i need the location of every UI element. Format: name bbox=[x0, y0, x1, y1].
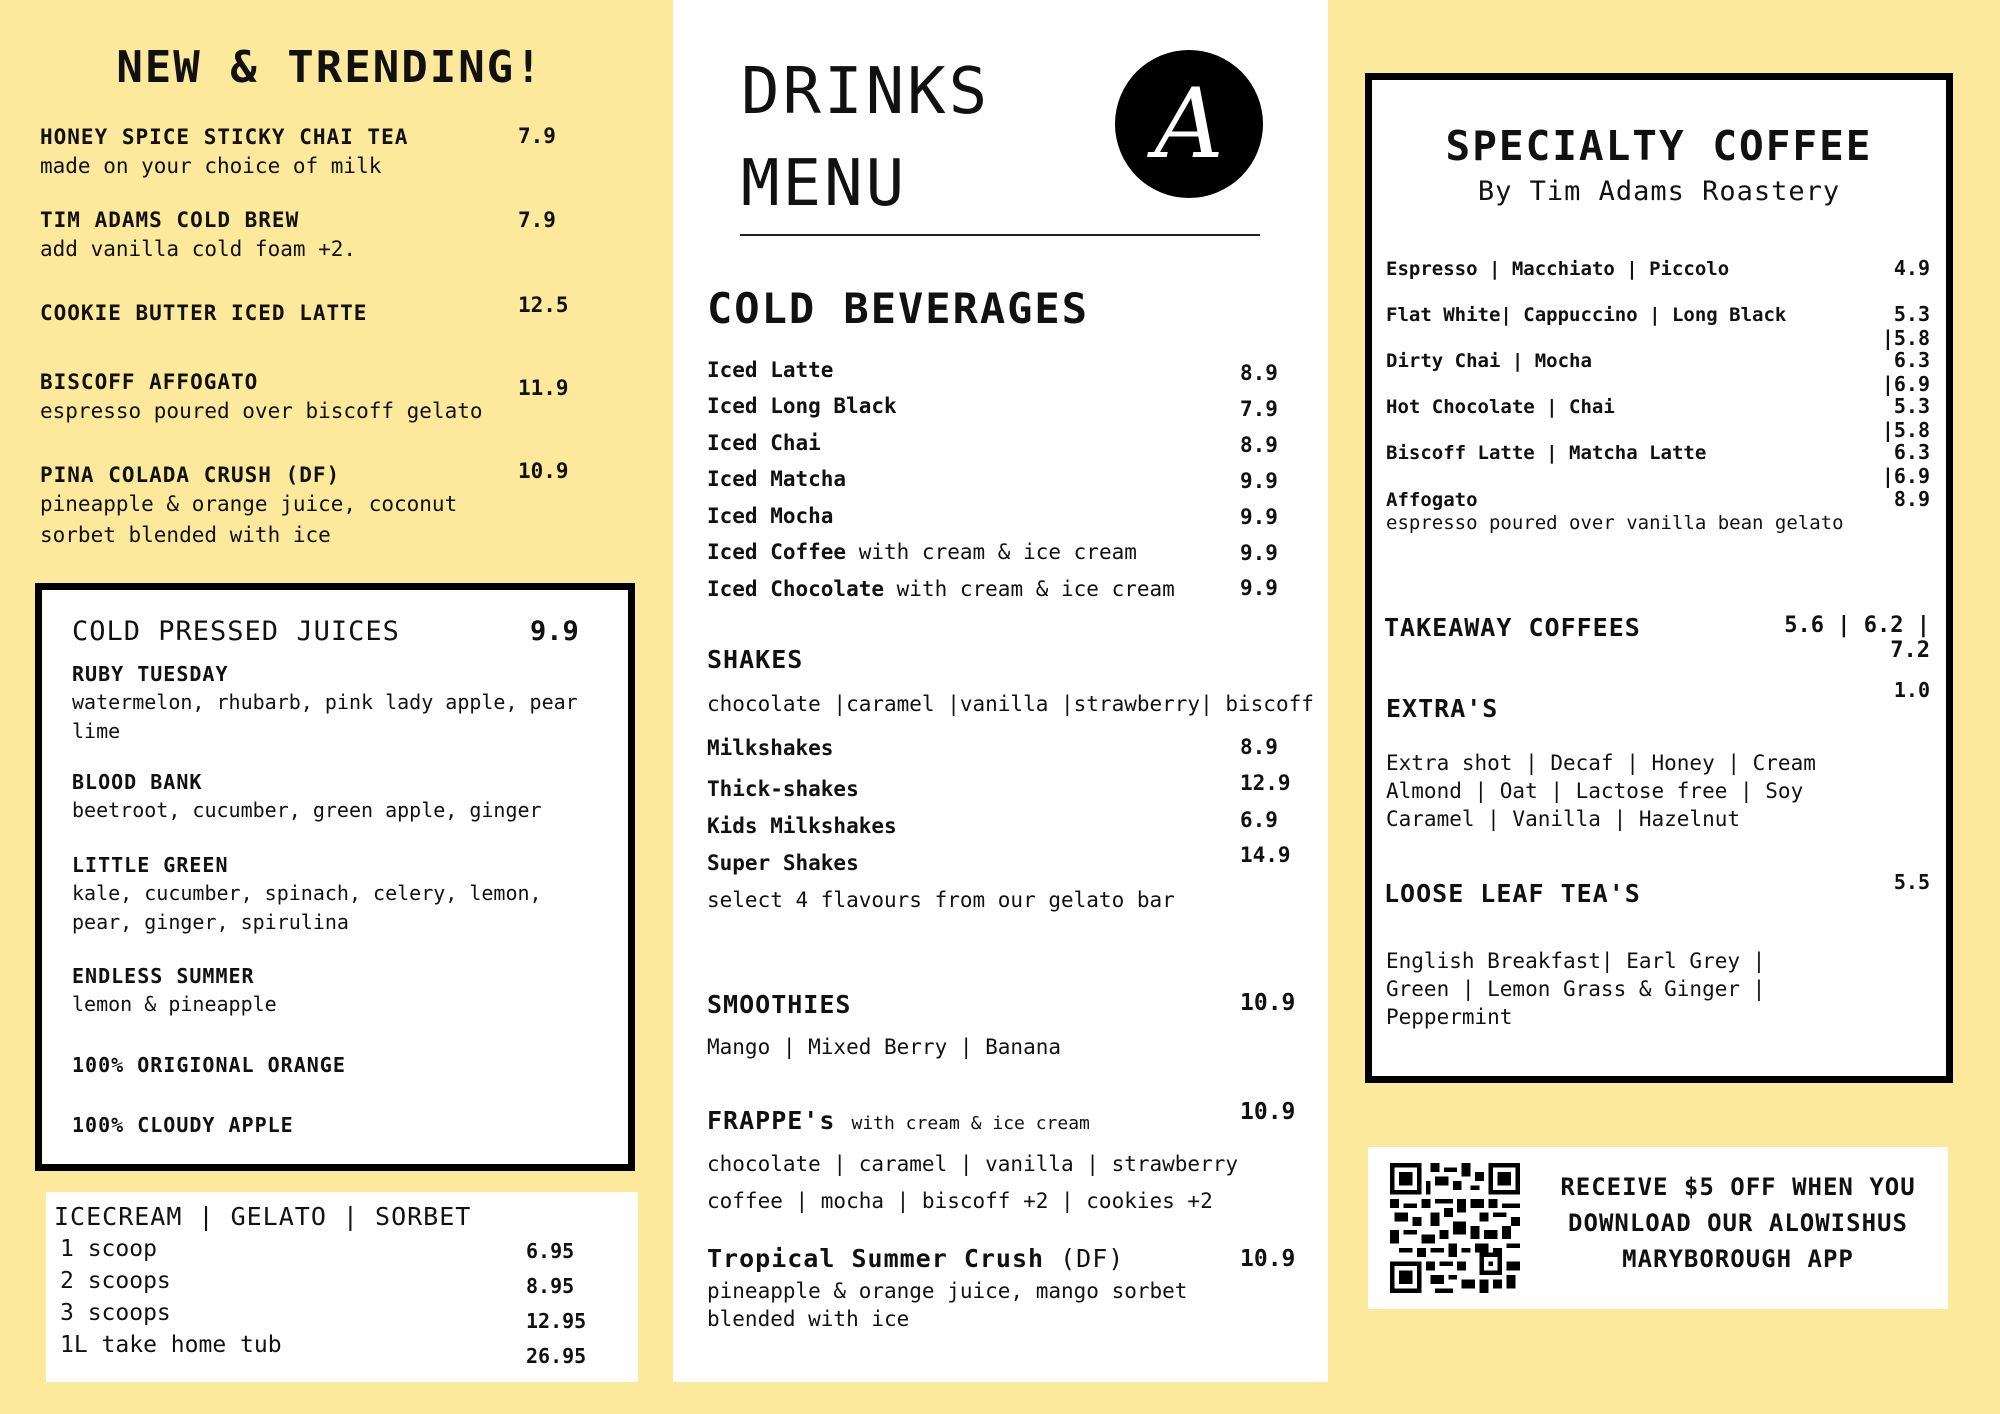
shake-row bbox=[707, 851, 1297, 875]
specialty-title: SPECIALTY COFFEE bbox=[1445, 122, 1873, 170]
app-promo-banner bbox=[1368, 1147, 1948, 1309]
juice-name: LITTLE GREEN bbox=[72, 853, 229, 877]
cold-row-price: 7.9 bbox=[1240, 397, 1278, 421]
tea-price: 5.5 bbox=[1893, 870, 1930, 894]
juice-name: ENDLESS SUMMER bbox=[72, 964, 255, 988]
trending-item-price: 10.9 bbox=[518, 459, 569, 483]
frappes-price: 10.9 bbox=[1240, 1099, 1296, 1125]
tropical-name: Tropical Summer Crush bbox=[707, 1244, 1045, 1273]
juice-desc: lemon & pineapple bbox=[72, 992, 277, 1016]
smoothies-price: 10.9 bbox=[1240, 990, 1296, 1016]
coffee-row-price: 5.3 |5.8 bbox=[1881, 302, 1930, 350]
coffee-row-price: 6.3 |6.9 bbox=[1881, 440, 1930, 488]
tea-title: LOOSE LEAF TEA'S bbox=[1384, 879, 1641, 908]
shake-row-name: Milkshakes bbox=[707, 736, 834, 760]
tea-line2: Green | Lemon Grass & Ginger | bbox=[1386, 977, 1766, 1001]
coffee-row-price: 6.3 |6.9 bbox=[1881, 348, 1930, 396]
smoothies-title: SMOOTHIES bbox=[707, 990, 852, 1019]
alowishus-logo bbox=[1115, 50, 1263, 198]
cold-row bbox=[707, 504, 1297, 528]
trending-item-name: BISCOFF AFFOGATO bbox=[40, 370, 259, 394]
juice-name: 100% CLOUDY APPLE bbox=[72, 1113, 294, 1137]
icecream-row-price: 12.95 bbox=[526, 1309, 587, 1333]
tea-line3: Peppermint bbox=[1386, 1005, 1513, 1029]
cold-row bbox=[707, 467, 1297, 491]
shake-row-name: Thick-shakes bbox=[707, 777, 859, 801]
affogato-desc: espresso poured over vanilla bean gelato bbox=[1386, 512, 1844, 534]
promo-line2: DOWNLOAD OUR ALOWISHUS bbox=[1568, 1209, 1908, 1237]
promo-line1: RECEIVE $5 OFF WHEN YOU bbox=[1560, 1173, 1916, 1201]
shake-row-price: 14.9 bbox=[1240, 843, 1291, 867]
drinks-title-line1: DRINKS bbox=[741, 55, 991, 129]
coffee-row-name: Hot Chocolate | Chai bbox=[1386, 396, 1615, 418]
juice-name: 100% ORIGIONAL ORANGE bbox=[72, 1053, 346, 1077]
trending-item-price: 12.5 bbox=[518, 293, 569, 317]
juice-desc: watermelon, rhubarb, pink lady apple, pear lime bbox=[72, 690, 578, 743]
extras-title: EXTRA'S bbox=[1386, 694, 1499, 723]
drinks-menu-panel bbox=[673, 0, 1328, 1382]
icecream-row-label: 1L take home tub bbox=[60, 1332, 282, 1358]
coffee-row-name: Dirty Chai | Mocha bbox=[1386, 350, 1592, 372]
shake-row bbox=[707, 736, 1297, 760]
cold-row-price: 9.9 bbox=[1240, 505, 1278, 529]
juice-name: RUBY TUESDAY bbox=[72, 662, 229, 686]
juice-name: BLOOD BANK bbox=[72, 770, 203, 794]
frappes-title bbox=[707, 1106, 1090, 1135]
cold-row-name: Iced Chocolate bbox=[707, 577, 885, 601]
title-divider bbox=[740, 234, 1260, 236]
trending-item-name: HONEY SPICE STICKY CHAI TEA bbox=[40, 125, 409, 149]
coffee-row-name: Espresso | Macchiato | Piccolo bbox=[1386, 258, 1730, 280]
icecream-row-price: 6.95 bbox=[526, 1239, 575, 1263]
trending-item-desc: add vanilla cold foam +2. bbox=[40, 237, 357, 261]
extras-line1: Extra shot | Decaf | Honey | Cream bbox=[1386, 751, 1816, 775]
juices-price: 9.9 bbox=[530, 616, 579, 647]
cold-row bbox=[707, 394, 1297, 418]
trending-item-name: PINA COLADA CRUSH (DF) bbox=[40, 463, 341, 487]
shake-row-price: 6.9 bbox=[1240, 808, 1278, 832]
promo-line3: MARYBOROUGH APP bbox=[1622, 1245, 1854, 1273]
cold-row-name: Iced Long Black bbox=[707, 394, 897, 418]
cold-beverages-title: COLD BEVERAGES bbox=[707, 284, 1090, 333]
trending-item-name: TIM ADAMS COLD BREW bbox=[40, 208, 300, 232]
juice-item bbox=[72, 1053, 612, 1077]
promo-text bbox=[1538, 1169, 1938, 1277]
tropical-title bbox=[707, 1244, 1124, 1273]
cold-row-name: Iced Chai bbox=[707, 431, 821, 455]
logo-letter: A bbox=[1154, 68, 1224, 180]
takeaway-title: TAKEAWAY COFFEES bbox=[1384, 613, 1641, 642]
juice-desc: kale, cucumber, spinach, celery, lemon, pear, ginger, spirulina bbox=[72, 881, 542, 934]
shake-row-name: Kids Milkshakes bbox=[707, 814, 897, 838]
cold-row-name: Iced Mocha bbox=[707, 504, 834, 528]
cold-row-price: 9.9 bbox=[1240, 576, 1278, 600]
shake-row bbox=[707, 814, 1297, 838]
icecream-row-label: 1 scoop bbox=[60, 1236, 157, 1262]
trending-item-desc: made on your choice of milk bbox=[40, 154, 382, 178]
extras-line3: Caramel | Vanilla | Hazelnut bbox=[1386, 807, 1741, 831]
coffee-row-price: 8.9 bbox=[1893, 487, 1930, 511]
qr-code-icon[interactable] bbox=[1390, 1163, 1520, 1293]
coffee-row-price: 5.3 |5.8 bbox=[1881, 394, 1930, 442]
juice-desc: beetroot, cucumber, green apple, ginger bbox=[72, 798, 542, 822]
cold-pressed-juices-panel bbox=[35, 583, 635, 1171]
icecream-row-label: 3 scoops bbox=[60, 1300, 171, 1326]
tropical-desc-line2: blended with ice bbox=[707, 1307, 910, 1331]
cold-row bbox=[707, 577, 1297, 601]
juice-item bbox=[72, 964, 612, 1019]
trending-title: NEW & TRENDING! bbox=[116, 42, 544, 93]
extras-line2: Almond | Oat | Lactose free | Soy bbox=[1386, 779, 1804, 803]
trending-item-desc: espresso poured over biscoff gelato bbox=[40, 399, 483, 423]
juices-title: COLD PRESSED JUICES bbox=[72, 616, 400, 647]
cold-row-name: Iced Latte bbox=[707, 358, 834, 382]
tropical-price: 10.9 bbox=[1240, 1246, 1296, 1272]
extras-price: 1.0 bbox=[1893, 678, 1930, 702]
juice-item bbox=[72, 853, 612, 937]
drinks-title-line2: MENU bbox=[741, 147, 908, 221]
drinks-menu-title bbox=[741, 46, 990, 230]
cold-row-name: Iced Coffee bbox=[707, 540, 847, 564]
shake-row-price: 8.9 bbox=[1240, 735, 1278, 759]
juice-item bbox=[72, 770, 612, 825]
icecream-title: ICECREAM | GELATO | SORBET bbox=[54, 1202, 472, 1231]
frappes-name: FRAPPE's bbox=[707, 1106, 836, 1135]
coffee-row-price: 4.9 bbox=[1893, 256, 1930, 280]
shakes-title: SHAKES bbox=[707, 645, 804, 674]
tropical-desc-line1: pineapple & orange juice, mango sorbet bbox=[707, 1279, 1188, 1303]
trending-item-desc: pineapple & orange juice, coconut sorbet blended with ice bbox=[40, 492, 458, 547]
juice-item bbox=[72, 662, 612, 746]
trending-item-name: COOKIE BUTTER ICED LATTE bbox=[40, 301, 368, 325]
trending-item-price: 7.9 bbox=[518, 208, 556, 232]
frappes-flavours-line2: coffee | mocha | biscoff +2 | cookies +2 bbox=[707, 1189, 1213, 1213]
tea-line1: English Breakfast| Earl Grey | bbox=[1386, 949, 1766, 973]
cold-row bbox=[707, 358, 1297, 382]
cold-row-price: 8.9 bbox=[1240, 361, 1278, 385]
cold-row-name: Iced Matcha bbox=[707, 467, 847, 491]
shakes-flavours: chocolate |caramel |vanilla |strawberry| biscoff bbox=[707, 692, 1314, 716]
cold-row bbox=[707, 431, 1297, 455]
icecream-panel bbox=[46, 1192, 638, 1382]
shakes-note: select 4 flavours from our gelato bar bbox=[707, 888, 1175, 912]
coffee-row-name: Biscoff Latte | Matcha Latte bbox=[1386, 442, 1707, 464]
cold-row bbox=[707, 540, 1297, 564]
trending-item-price: 7.9 bbox=[518, 124, 556, 148]
shake-row-price: 12.9 bbox=[1240, 771, 1291, 795]
cold-row-price: 9.9 bbox=[1240, 469, 1278, 493]
frappes-flavours-line1: chocolate | caramel | vanilla | strawberry bbox=[707, 1152, 1239, 1176]
trending-item-price: 11.9 bbox=[518, 376, 569, 400]
tropical-tag: (DF) bbox=[1044, 1244, 1125, 1273]
cold-row-price: 8.9 bbox=[1240, 433, 1278, 457]
frappes-subtitle: with cream & ice cream bbox=[851, 1113, 1090, 1134]
smoothies-flavours: Mango | Mixed Berry | Banana bbox=[707, 1035, 1062, 1059]
specialty-coffee-panel bbox=[1365, 73, 1953, 1083]
shake-row bbox=[707, 777, 1297, 801]
cold-row-price: 9.9 bbox=[1240, 541, 1278, 565]
specialty-subtitle: By Tim Adams Roastery bbox=[1477, 176, 1841, 207]
icecream-row-price: 8.95 bbox=[526, 1274, 575, 1298]
juice-item bbox=[72, 1113, 612, 1137]
icecream-row-price: 26.95 bbox=[526, 1344, 587, 1368]
icecream-row-label: 2 scoops bbox=[60, 1268, 171, 1294]
takeaway-price: 5.6 | 6.2 | 7.2 bbox=[1784, 613, 1930, 663]
shake-row-name: Super Shakes bbox=[707, 851, 859, 875]
coffee-row-name: Flat White| Cappuccino | Long Black bbox=[1386, 304, 1787, 326]
cold-row-extra: with cream & ice cream bbox=[846, 540, 1137, 564]
coffee-row-name: Affogato bbox=[1386, 489, 1478, 511]
cold-row-extra: with cream & ice cream bbox=[884, 577, 1175, 601]
